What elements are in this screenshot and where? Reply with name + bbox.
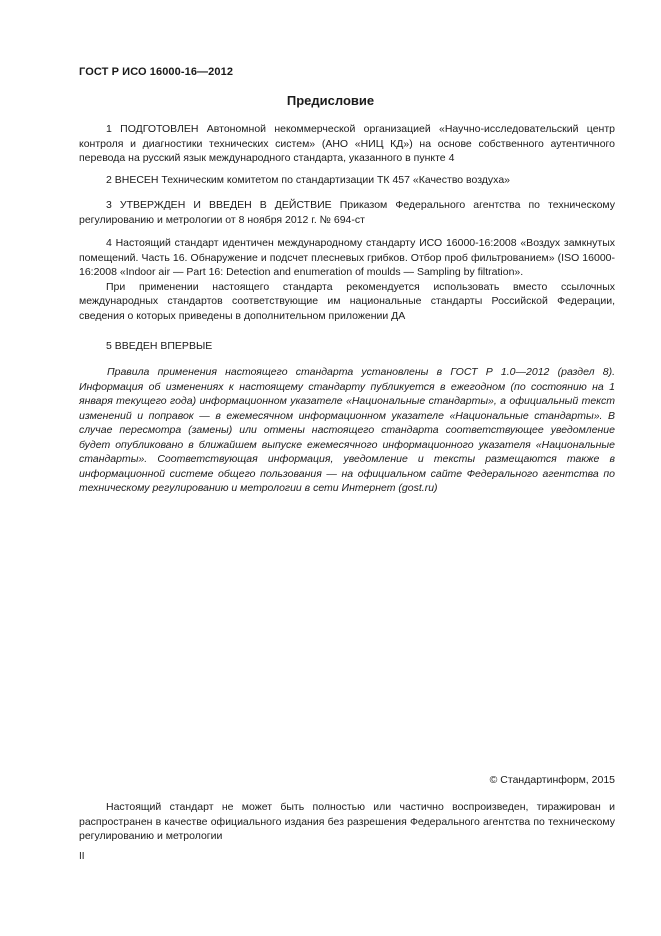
paragraph-national-standards-note: При применении настоящего стандарта рекомендуется использовать вместо ссылочных международных стандартов соответствующие им национальные стандарты Российской Федерации, сведения о которых приведены в дополнительном приложении ДА [79,280,615,322]
paragraph-1-block [79,122,615,166]
page-number: II [79,851,85,862]
standard-code-header: ГОСТ Р ИСО 16000-16—2012 [79,66,234,78]
paragraph-identical-standard: 4 Настоящий стандарт идентичен международному стандарту ИСО 16000-16:2008 «Воздух замкнутых помещений. Часть 16. Обнаружение и подсчет плесневых грибков. Отбор проб фильтрованием» (ISO 16000-16:2008 «Indoor air — Part 16: Detection and enumeration of moulds — Sampling by filtration». [79,237,615,278]
paragraph-2-block [79,173,615,188]
reproduction-rights-block [79,800,615,844]
application-rules-notice [79,365,615,496]
paragraph-approved: 3 УТВЕРЖДЕН И ВВЕДЕН В ДЕЙСТВИЕ Приказом Федерального агентства по техническому регулированию и метрологии от 8 ноября 2012 г. № 694-ст [79,199,615,226]
reproduction-rights-text: Настоящий стандарт не может быть полностью или частично воспроизведен, тиражирован и распространен в качестве официального издания без разрешения Федерального агентства по техническому регулированию и метрологии [79,801,615,842]
paragraph-5-block [79,339,615,354]
paragraph-first-introduced: 5 ВВЕДЕН ВПЕРВЫЕ [106,340,213,352]
paragraph-prepared-by: 1 ПОДГОТОВЛЕН Автономной некоммерческой организацией «Научно-исследовательский центр контроля и диагностики технических систем» (АНО «НИЦ КД») на основе собственного аутентичного перевода на русский язык международного стандарта, указанного в пункте 4 [79,123,615,164]
section-title: Предисловие [286,93,375,108]
paragraph-4-block [79,236,615,323]
paragraph-introduced-by: 2 ВНЕСЕН Техническим комитетом по стандартизации ТК 457 «Качество воздуха» [106,174,510,186]
notice-text: Правила применения настоящего стандарта установлены в ГОСТ Р 1.0—2012 (раздел 8). Информация об изменениях к настоящему стандарту публикуется в ежегодном (по состоянию на 1 января текущего года) информационном указателе «Национальные стандарты», а официальный текст изменений и поправок — в ежемесячном информационном указателе «Национальные стандарты». В случае пересмотра (замены) или отмены настоящего стандарта соответствующее уведомление будет опубликовано в ближайшем выпуске ежемесячного информационного указателя «Национальные стандарты». Соответствующая информация, уведомление и тексты размещаются также в информационной системе общего пользования — на официальном сайте Федерального агентства по техническому регулированию и метрологии в сети Интернет (gost.ru) [79,366,615,494]
copyright-line: © Стандартинформ, 2015 [489,774,615,786]
paragraph-3-block [79,198,615,227]
